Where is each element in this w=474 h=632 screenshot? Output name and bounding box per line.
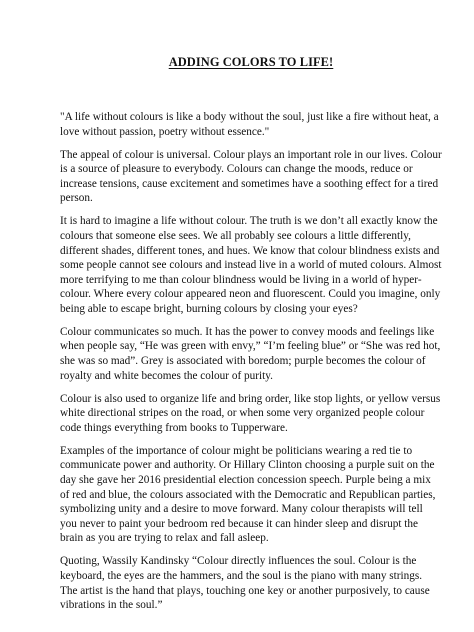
paragraph-colour-communicates: Colour communicates so much. It has the power to convey moods and feelings like when people say, “He was green with envy,” “I’m feeling blue” or “She was red hot, she was so mad”. Grey is associated with boredom; purple becomes the colour of royalty and white becomes the colour of purity. xyxy=(60,325,441,382)
paragraph-life-without-colour: It is hard to imagine a life without colour. The truth is we don’t all exactly know the colours that someone else sees. We all probably see colours a little differently, different shades, different tones, and hues. We know that colour blindness exists and some people cannot see colours and instead live in a world of muted colours. Almost more terrifying to me than colour blindness would be living in a world of hyper-colour. Where every colour appeared neon and fluorescent. Could you imagine, only being able to escape bright, burning colours by closing your eyes? xyxy=(60,215,442,315)
paragraph-colour-organizes: Colour is also used to organize life and bring order, like stop lights, or yellow versus white directional stripes on the road, or when some very organized people colour code things everything from books to Tupperware. xyxy=(60,392,441,434)
paragraph-quote-intro: "A life without colours is like a body without the soul, just like a fire without heat, a love without passion, poetry without essence." xyxy=(60,111,439,138)
document-title: ADDING COLORS TO LIFE! xyxy=(168,55,334,69)
paragraph-kandinsky-quote: Quoting, Wassily Kandinsky “Colour directly influences the soul. Colour is the keyboard, the eyes are the hammers, and the soul is the piano with many strings. The artist is the hand that plays, touching one key or another purposively, to cause vibrations in the soul.” xyxy=(60,555,430,612)
paragraph-appeal-of-colour: The appeal of colour is universal. Colour plays an important role in our lives. Colour is a source of pleasure to everybody. Colours can change the moods, reduce or increase tensions, cause excitement and sometimes have a soothing effect for a tired person. xyxy=(60,148,442,205)
paragraph-examples: Examples of the importance of colour might be politicians wearing a red tie to communicate power and authority. Or Hillary Clinton choosing a purple suit on the day she gave her 2016 presidential election concession speech. Purple being a mix of red and blue, the colours associated with the Democratic and Republican parties, symbolizing unity and a desire to move forward. Many colour therapists will tell you never to paint your bedroom red because it can hinder sleep and disrupt the brain as you are trying to relax and fall asleep. xyxy=(60,444,436,545)
